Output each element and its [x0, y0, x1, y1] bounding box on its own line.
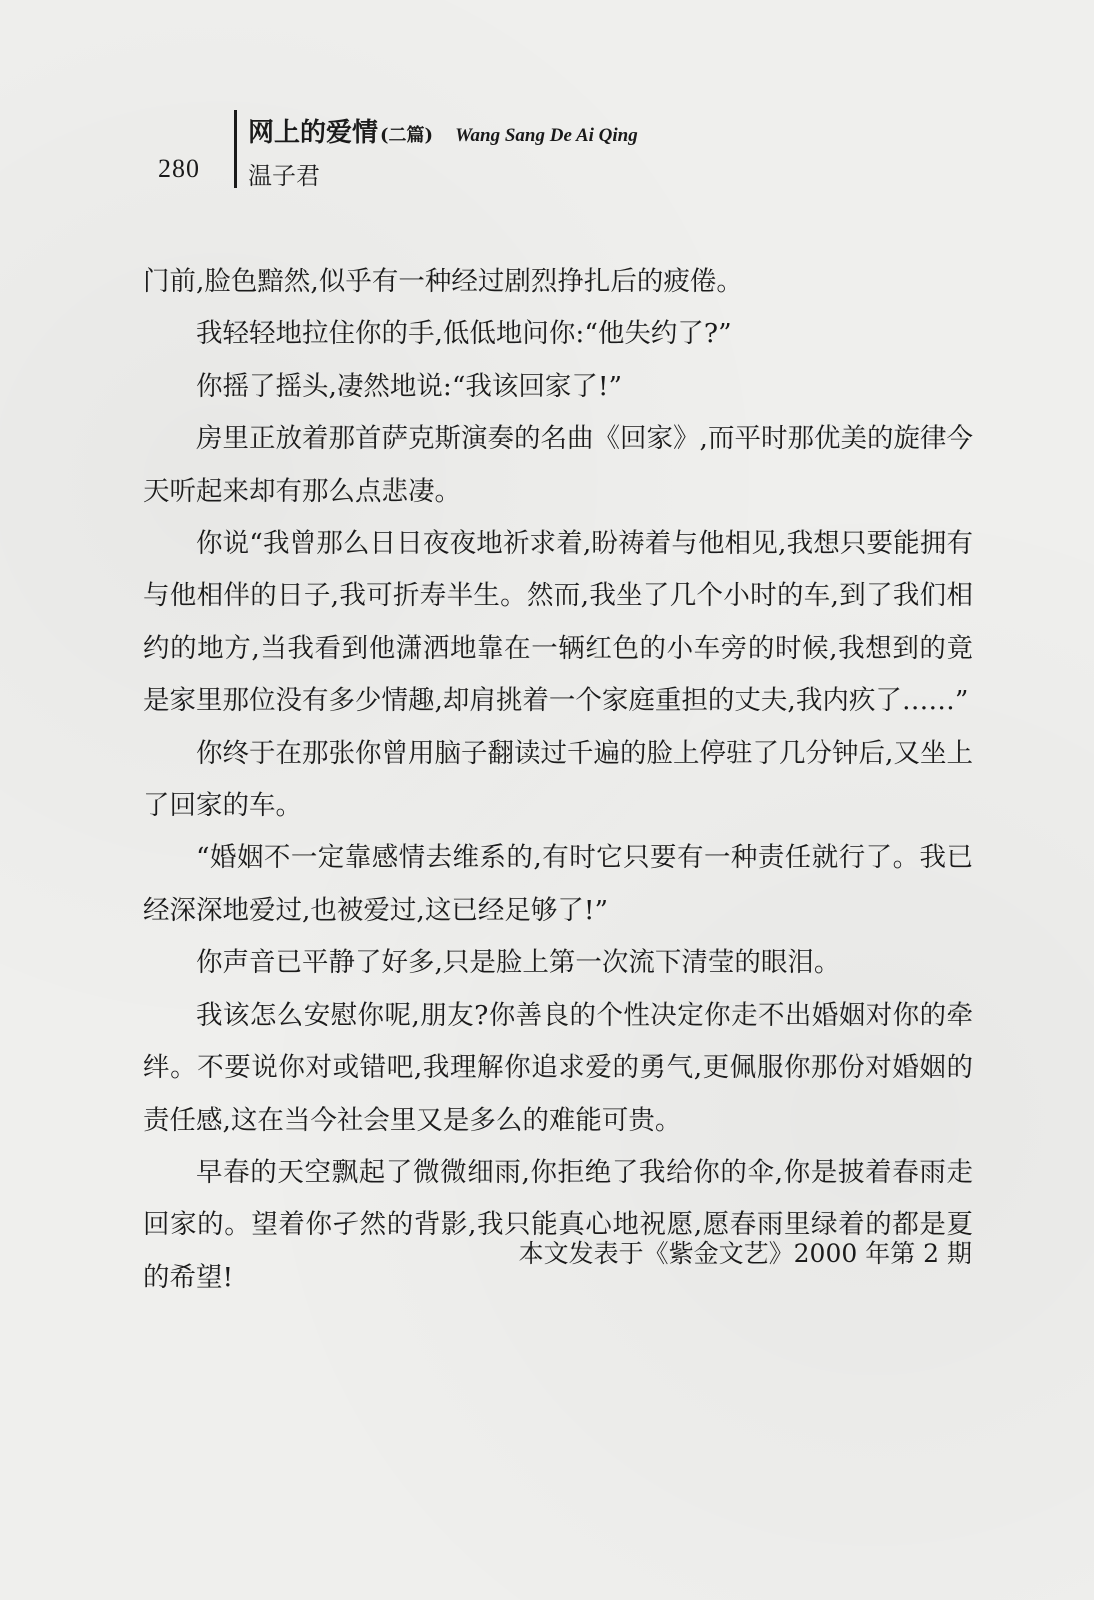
paragraph: “婚姻不一定靠感情去维系的,有时它只要有一种责任就行了。我已经深深地爱过,也被爱过,这已经足够了!” [143, 842, 973, 926]
paragraph: 早春的天空飘起了微微细雨,你拒绝了我给你的伞,你是披着春雨走回家的。望着你孑然的背影,我只能真心地祝愿,愿春雨里绿着的都是夏的希望! [143, 1156, 973, 1293]
paragraph: 房里正放着那首萨克斯演奏的名曲《回家》,而平时那优美的旋律今天听起来却有那么点悲凄。 [143, 423, 973, 507]
paragraph: 你声音已平静了好多,只是脸上第一次流下清莹的眼泪。 [196, 947, 841, 979]
page-number: 280 [158, 154, 200, 183]
paragraph: 你终于在那张你曾用脑子翻读过千遍的脸上停驻了几分钟后,又坐上了回家的车。 [143, 737, 973, 822]
article-title-pinyin: Wang Sang De Ai Qing [455, 125, 638, 146]
header-title-line [248, 112, 638, 149]
paragraph: 我该怎么安慰你呢,朋友?你善良的个性决定你走不出婚姻对你的牵绊。不要说你对或错吧,我理解你追求爱的勇气,更佩服你那份对婚姻的责任感,这在当今社会里又是多么的难能可贵。 [143, 999, 973, 1136]
publication-note: 本文发表于《紫金文艺》2000 年第 2 期 [518, 1239, 972, 1268]
article-title: 网上的爱情 [248, 118, 379, 148]
header-divider [234, 110, 237, 188]
paragraph: 你说“我曾那么日日夜夜地祈求着,盼祷着与他相见,我想只要能拥有与他相伴的日子,我可折寿半生。然而,我坐了几个小时的车,到了我们相约的地方,当我看到他潇洒地靠在一辆红色的小车旁的时候,我想到的竟是家里那位没有多少情趣,却肩挑着一个家庭重担的丈夫,我内疚了……” [143, 528, 973, 717]
article-body [143, 256, 973, 1304]
article-author: 温子君 [248, 162, 320, 190]
paragraph: 你摇了摇头,凄然地说:“我该回家了!” [196, 370, 623, 402]
paragraph: 我轻轻地拉住你的手,低低地问你:“他失约了?” [196, 318, 732, 350]
paragraph: 门前,脸色黯然,似乎有一种经过剧烈挣扎后的疲倦。 [143, 266, 743, 297]
article-subtitle: (二篇) [380, 125, 434, 146]
